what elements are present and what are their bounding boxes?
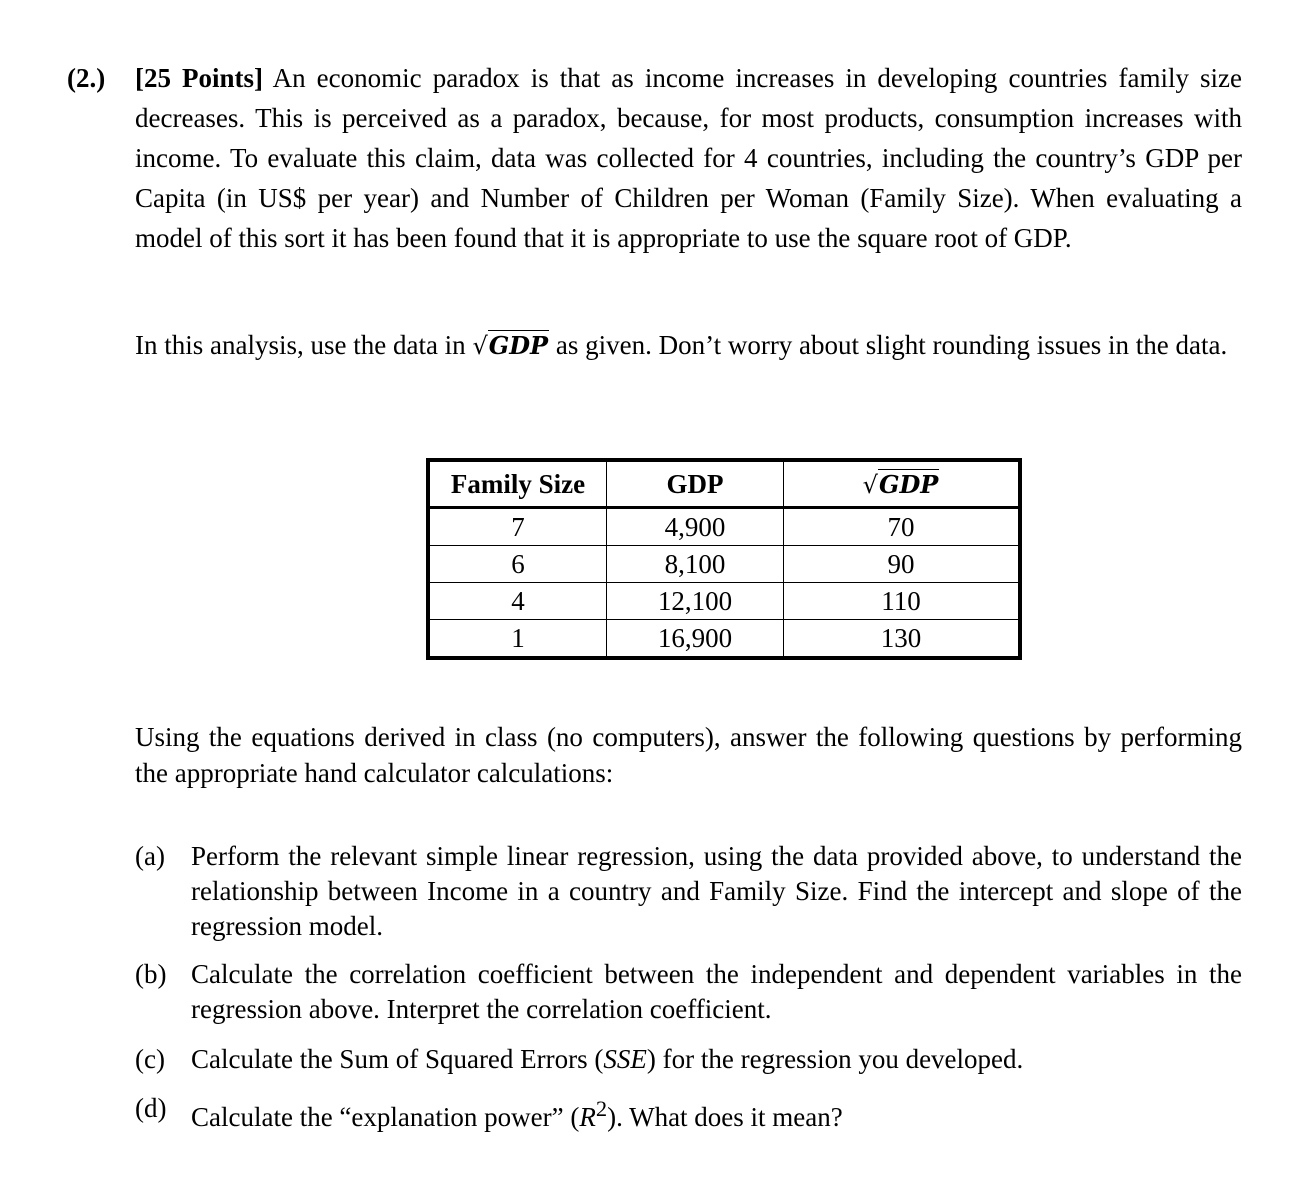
cell-family-size: 4 [428,583,607,620]
header-radical-sign: √ [862,470,878,499]
analysis-paragraph [135,327,1242,364]
question-text [191,1091,1242,1135]
analysis-text-before: In this analysis, use the data in [135,330,466,360]
header-family-size: Family Size [428,460,607,508]
cell-sqrt-gdp: 70 [784,508,1021,546]
cell-family-size: 1 [428,620,607,659]
problem-intro [135,58,1242,258]
cell-gdp: 4,900 [607,508,784,546]
question-text: Calculate the correlation coefficient between the independent and dependent variables in the regression above. Interpret the correlation coefficient. [191,959,1242,1024]
question-text-before: Calculate the Sum of Squared Errors ( [191,1044,604,1074]
question-b [135,957,1242,1027]
question-label: (d) [135,1093,167,1123]
problem-number: (2.) [67,63,106,93]
cell-gdp: 12,100 [607,583,784,620]
sqrt-gdp-symbol [472,331,549,360]
data-table [426,458,1022,660]
intro-text: An economic paradox is that as income increases in developing countries family size decreases. This is perceived as a paradox, because, for most products, consumption increases with income. To evaluate this claim, data was collected for 4 countries, including the country’s GDP per Capita (in US$ per year) and Number of Children per Woman (Family Size). When evaluating a model of this sort it has been found that it is appropriate to use the square root of GDP. [135,63,1242,253]
table-header-row [428,460,1020,508]
cell-family-size: 7 [428,508,607,546]
r-squared-exponent: 2 [595,1096,608,1121]
problem-points: [25 Points] [135,63,264,93]
cell-gdp: 16,900 [607,620,784,659]
cell-sqrt-gdp: 130 [784,620,1021,659]
radical-sign: √ [472,332,488,360]
cell-family-size: 6 [428,546,607,583]
header-sqrt-argument: GDP [878,469,939,499]
question-text: Perform the relevant simple linear regression, using the data provided above, to understand the relationship between Income in a country and Family Size. Find the intercept and slope of the regression model. [191,841,1242,941]
question-text-before: Calculate the “explanation power” ( [191,1102,580,1132]
question-text-after: ). What does it mean? [607,1102,843,1132]
question-text [191,1042,1242,1077]
question-label: (a) [135,841,165,871]
cell-sqrt-gdp: 90 [784,546,1021,583]
question-a [135,839,1242,944]
header-sqrt-gdp [784,460,1021,508]
table-row [428,508,1020,546]
table-row [428,620,1020,659]
analysis-text-after: as given. Don’t worry about slight rounding issues in the data. [555,330,1228,360]
problem-statement [67,58,1242,258]
instructions-paragraph: Using the equations derived in class (no computers), answer the following questions by performing the appropriate hand calculator calculations: [135,722,1242,788]
cell-sqrt-gdp: 110 [784,583,1021,620]
sse-term: SSE [603,1044,647,1074]
header-gdp: GDP [607,460,784,508]
r-squared-term: R [579,1102,596,1132]
table-row [428,546,1020,583]
question-text-after: ) for the regression you developed. [646,1044,1024,1074]
table-row [428,583,1020,620]
question-c [135,1042,1242,1077]
question-label: (c) [135,1044,165,1074]
sqrt-argument: GDP [488,331,549,360]
question-label: (b) [135,959,167,989]
question-d [135,1091,1242,1135]
cell-gdp: 8,100 [607,546,784,583]
